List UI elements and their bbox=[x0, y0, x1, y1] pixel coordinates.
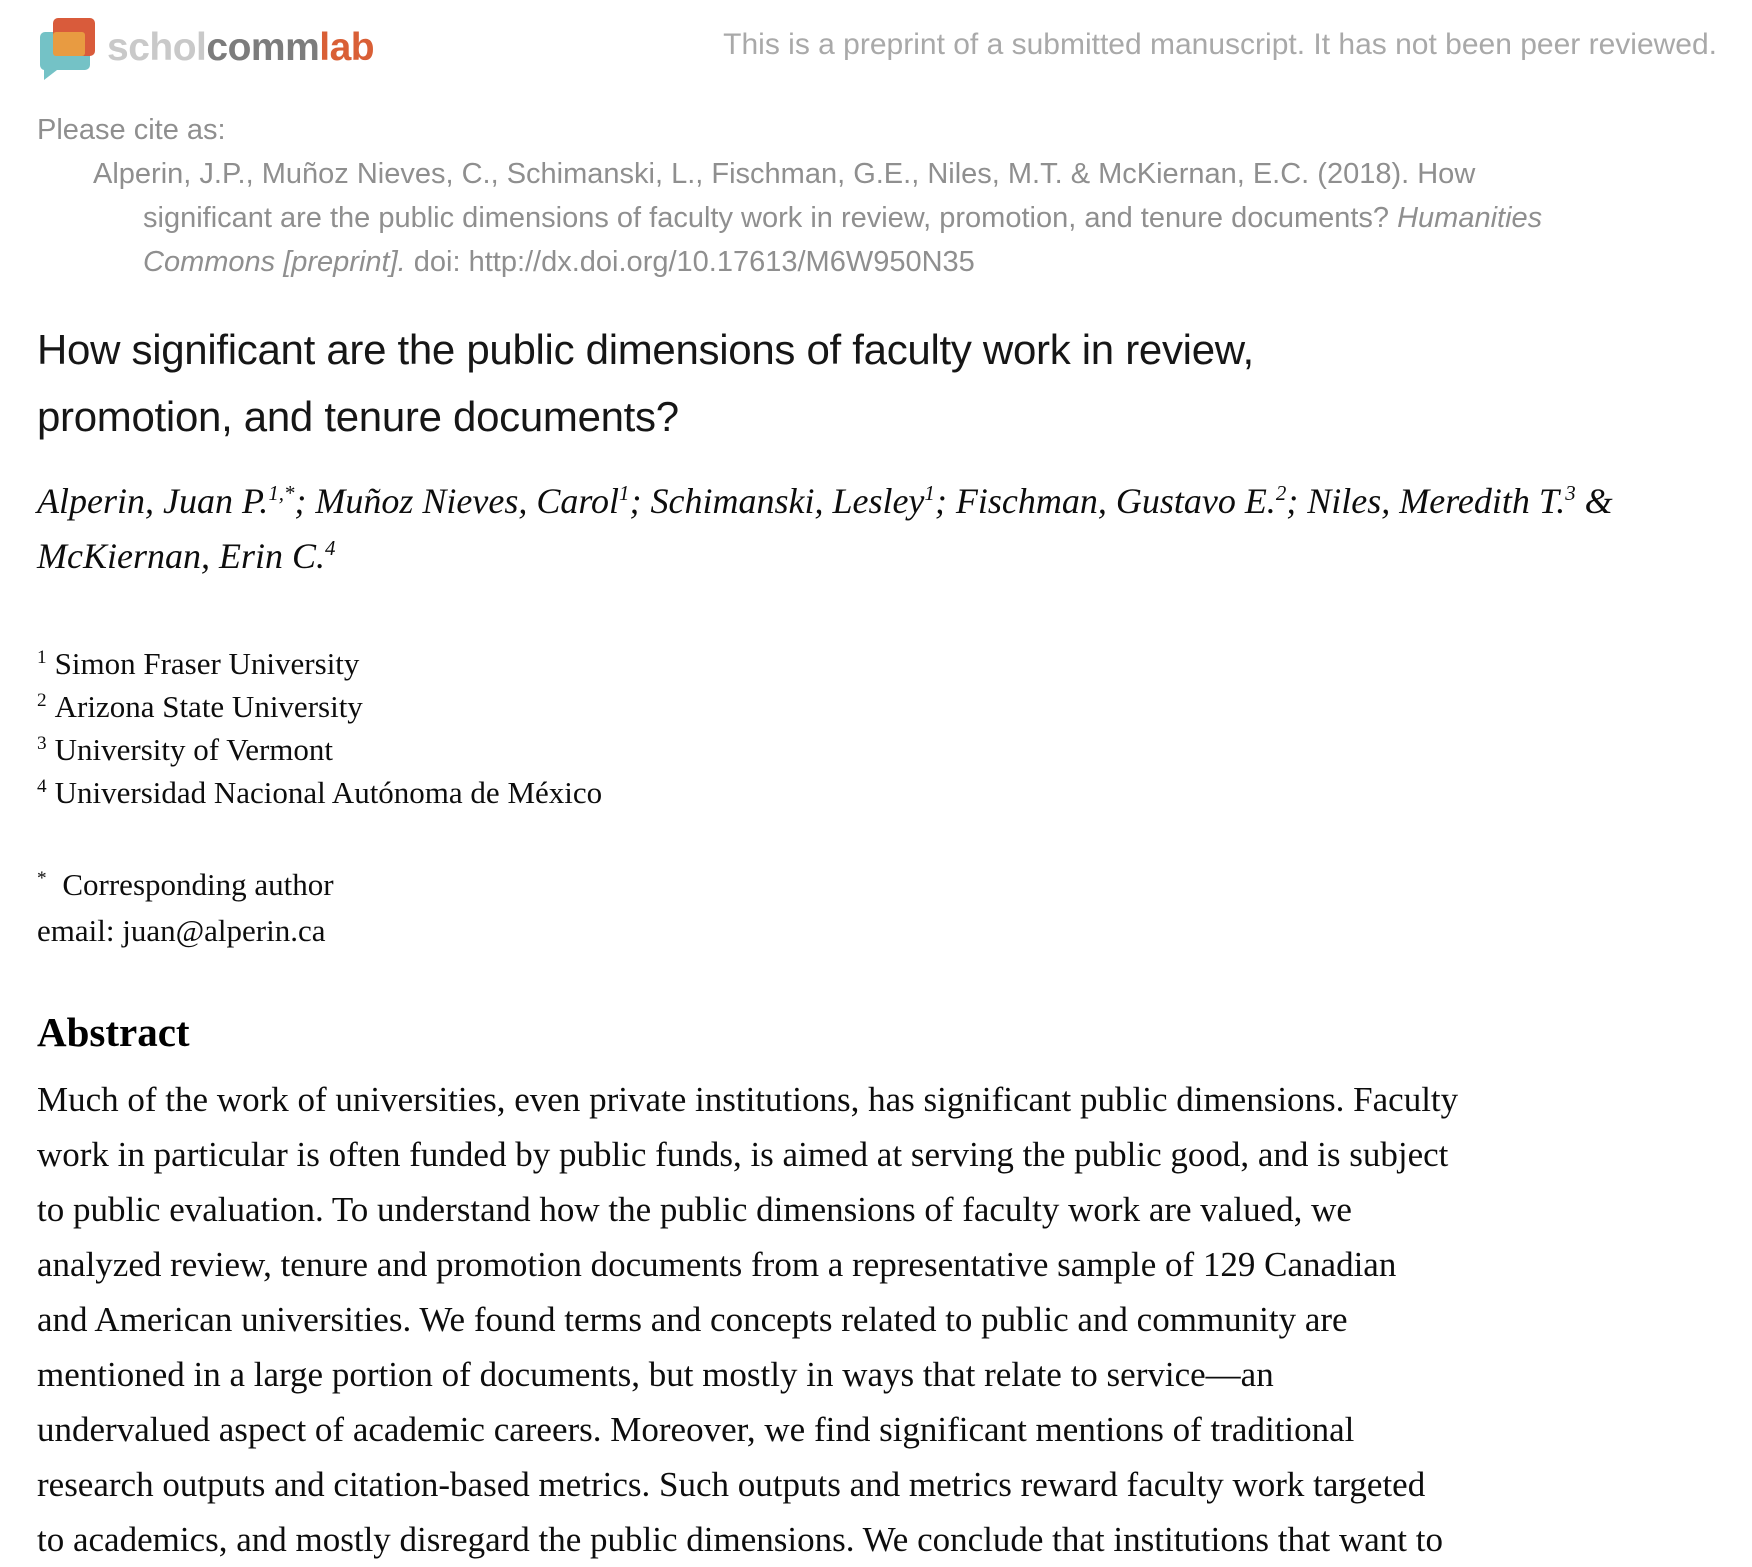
abstract-line: research outputs and citation-based metrics. Such outputs and metrics reward faculty work targeted bbox=[37, 1465, 1426, 1504]
paper-title-line: promotion, and tenure documents? bbox=[37, 393, 679, 440]
abstract-text bbox=[37, 1072, 1717, 1567]
corresponding-email: email: juan@alperin.ca bbox=[37, 913, 326, 948]
logo-wordmark bbox=[107, 26, 374, 70]
affiliation-number: 1 bbox=[37, 646, 47, 668]
abstract-line: to academics, and mostly disregard the public dimensions. We conclude that institutions that want to bbox=[37, 1520, 1443, 1559]
author-name: & bbox=[1575, 481, 1613, 521]
author-affiliation-superscript: 1 bbox=[619, 481, 630, 505]
affiliation-item bbox=[37, 642, 1717, 685]
affiliation-item bbox=[37, 771, 1717, 814]
author-name: ; Schimanski, Lesley bbox=[629, 481, 925, 521]
author-name: McKiernan, Erin C. bbox=[37, 536, 325, 576]
affiliation-item bbox=[37, 728, 1717, 771]
scholcommlab-logo bbox=[37, 16, 374, 80]
affiliation-number: 2 bbox=[37, 689, 47, 711]
corresponding-author-line bbox=[37, 862, 1717, 908]
paper-title bbox=[37, 316, 1717, 450]
affiliation-name: Universidad Nacional Autónoma de México bbox=[54, 775, 603, 810]
corresponding-author-block bbox=[37, 862, 1717, 954]
author-line bbox=[37, 474, 1717, 529]
author-name: ; Muñoz Nieves, Carol bbox=[294, 481, 620, 521]
affiliation-name: Arizona State University bbox=[54, 689, 363, 724]
author-affiliation-superscript: 3 bbox=[1565, 481, 1576, 505]
author-affiliation-superscript: 4 bbox=[324, 536, 336, 560]
abstract-line: and American universities. We found terms and concepts related to public and community are bbox=[37, 1300, 1348, 1339]
citation-journal-italic: Commons [preprint]. bbox=[143, 246, 406, 278]
author-name: ; Fischman, Gustavo E. bbox=[934, 481, 1276, 521]
author-line bbox=[37, 529, 1717, 584]
corresponding-label: Corresponding author bbox=[54, 867, 334, 902]
citation-text: significant are the public dimensions of faculty work in review, promotion, and tenure documents? bbox=[143, 202, 1398, 234]
abstract-line: mentioned in a large portion of documents, but mostly in ways that relate to service—an bbox=[37, 1355, 1274, 1394]
citation-journal-italic: Humanities bbox=[1397, 202, 1543, 234]
affiliation-list bbox=[37, 642, 1717, 814]
paper-title-line: How significant are the public dimensions of faculty work in review, bbox=[37, 326, 1254, 373]
affiliation-number: 3 bbox=[37, 732, 47, 754]
affiliation-name: University of Vermont bbox=[54, 732, 334, 767]
abstract-line: work in particular is often funded by public funds, is aimed at serving the public good, and is subject bbox=[37, 1135, 1449, 1174]
author-name: ; Niles, Meredith T. bbox=[1286, 481, 1566, 521]
abstract-line: analyzed review, tenure and promotion documents from a representative sample of 129 Canadian bbox=[37, 1245, 1397, 1284]
citation-line: Alperin, J.P., Muñoz Nieves, C., Schimanski, L., Fischman, G.E., Niles, M.T. & McKiernan, E.C. (2018). How bbox=[93, 158, 1476, 190]
abstract-heading: Abstract bbox=[37, 1009, 190, 1055]
logo-text-lab: lab bbox=[319, 26, 375, 69]
logo-text-schol: schol bbox=[107, 26, 207, 69]
citation-line bbox=[37, 240, 1717, 284]
abstract-line: Much of the work of universities, even private institutions, has significant public dimensions. Faculty bbox=[37, 1080, 1459, 1119]
citation-doi: doi: http://dx.doi.org/10.17613/M6W950N35 bbox=[405, 246, 975, 278]
citation-block bbox=[37, 108, 1717, 284]
citation-line bbox=[37, 196, 1717, 240]
corresponding-star: * bbox=[37, 867, 47, 889]
page-header bbox=[37, 16, 1717, 90]
logo-text-comm: comm bbox=[206, 26, 320, 69]
author-affiliation-superscript: 1 bbox=[924, 481, 935, 505]
citation-label: Please cite as: bbox=[37, 114, 226, 146]
abstract-line: to public evaluation. To understand how the public dimensions of faculty work are valued, we bbox=[37, 1190, 1352, 1229]
author-name: Alperin, Juan P. bbox=[37, 481, 269, 521]
affiliation-number: 4 bbox=[37, 775, 47, 797]
preprint-notice: This is a preprint of a submitted manuscript. It has not been peer reviewed. bbox=[723, 28, 1717, 61]
author-list bbox=[37, 474, 1717, 584]
author-affiliation-superscript: 2 bbox=[1275, 481, 1287, 505]
chat-bubbles-icon bbox=[37, 16, 97, 80]
affiliation-name: Simon Fraser University bbox=[54, 646, 360, 681]
abstract-line: undervalued aspect of academic careers. Moreover, we find significant mentions of traditional bbox=[37, 1410, 1355, 1449]
affiliation-item bbox=[37, 685, 1717, 728]
author-affiliation-superscript: 1,* bbox=[268, 481, 295, 505]
